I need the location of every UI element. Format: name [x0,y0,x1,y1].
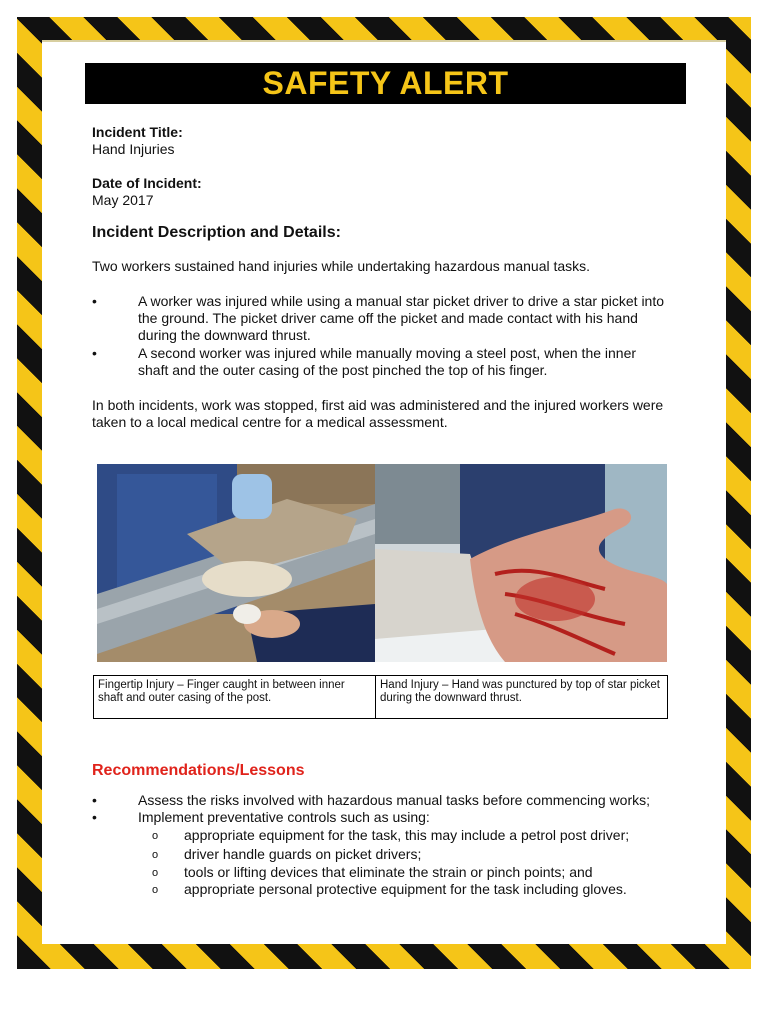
sub-bullet-marker: o [152,830,159,842]
sub-bullet-marker: o [152,849,159,861]
description-heading: Incident Description and Details: [92,224,341,241]
incident-title-value: Hand Injuries [92,141,175,157]
recommendation-bullet [92,809,682,826]
hand-injury-photo [375,464,667,662]
incident-date-value: May 2017 [92,192,154,208]
description-bullet-text: A worker was injured while using a manual star picket driver to drive a star picket into the ground. The picket driver came off the picket and made contact with his hand during the downward thrust. [138,293,665,343]
hand-injury-caption: Hand Injury – Hand was punctured by top of star picket during the downward thrust. [380,679,660,704]
description-intro: Two workers sustained hand injuries while undertaking hazardous manual tasks. [92,258,591,274]
recommendation-sub-bullet-text: appropriate personal protective equipment for the task including gloves. [184,881,627,897]
recommendations-heading: Recommendations/Lessons [92,762,305,779]
fingertip-injury-caption: Fingertip Injury – Finger caught in between inner shaft and outer casing of the post. [94,676,376,718]
recommendation-sub-bullet-text: driver handle guards on picket drivers; [184,846,422,862]
banner-title: SAFETY ALERT [262,65,509,101]
sub-bullet-marker: o [152,867,159,879]
bullet-marker: • [92,792,97,808]
description-closing: In both incidents, work was stopped, first aid was administered and the injured workers were taken to a local medical centre for a medical assessment. [92,397,664,430]
description-bullet [92,293,682,344]
description-bullet [92,345,682,379]
incident-title-label: Incident Title: [92,124,183,140]
recommendation-sub-bullet [152,827,672,844]
bullet-marker: • [92,293,97,309]
recommendation-bullet-text: Assess the risks involved with hazardous manual tasks before commencing works; [138,792,650,808]
photo-caption-table [93,675,668,719]
fingertip-injury-photo [97,464,375,662]
bullet-marker: • [92,345,97,361]
safety-alert-banner [85,63,686,104]
recommendation-sub-bullet-text: appropriate equipment for the task, this may include a petrol post driver; [184,827,630,843]
recommendation-sub-bullet-text: tools or lifting devices that eliminate the strain or pinch points; and [184,864,593,880]
description-bullet-text: A second worker was injured while manually moving a steel post, when the inner shaft and the outer casing of the post pinched the top of his finger. [138,345,637,378]
recommendation-sub-bullet [152,881,672,898]
sub-bullet-marker: o [152,884,159,896]
recommendation-bullet [92,792,682,809]
recommendation-bullet-text: Implement preventative controls such as using: [138,809,430,825]
incident-date-label: Date of Incident: [92,175,202,191]
recommendation-sub-bullet [152,864,672,881]
bullet-marker: • [92,809,97,825]
recommendation-sub-bullet [152,846,672,863]
